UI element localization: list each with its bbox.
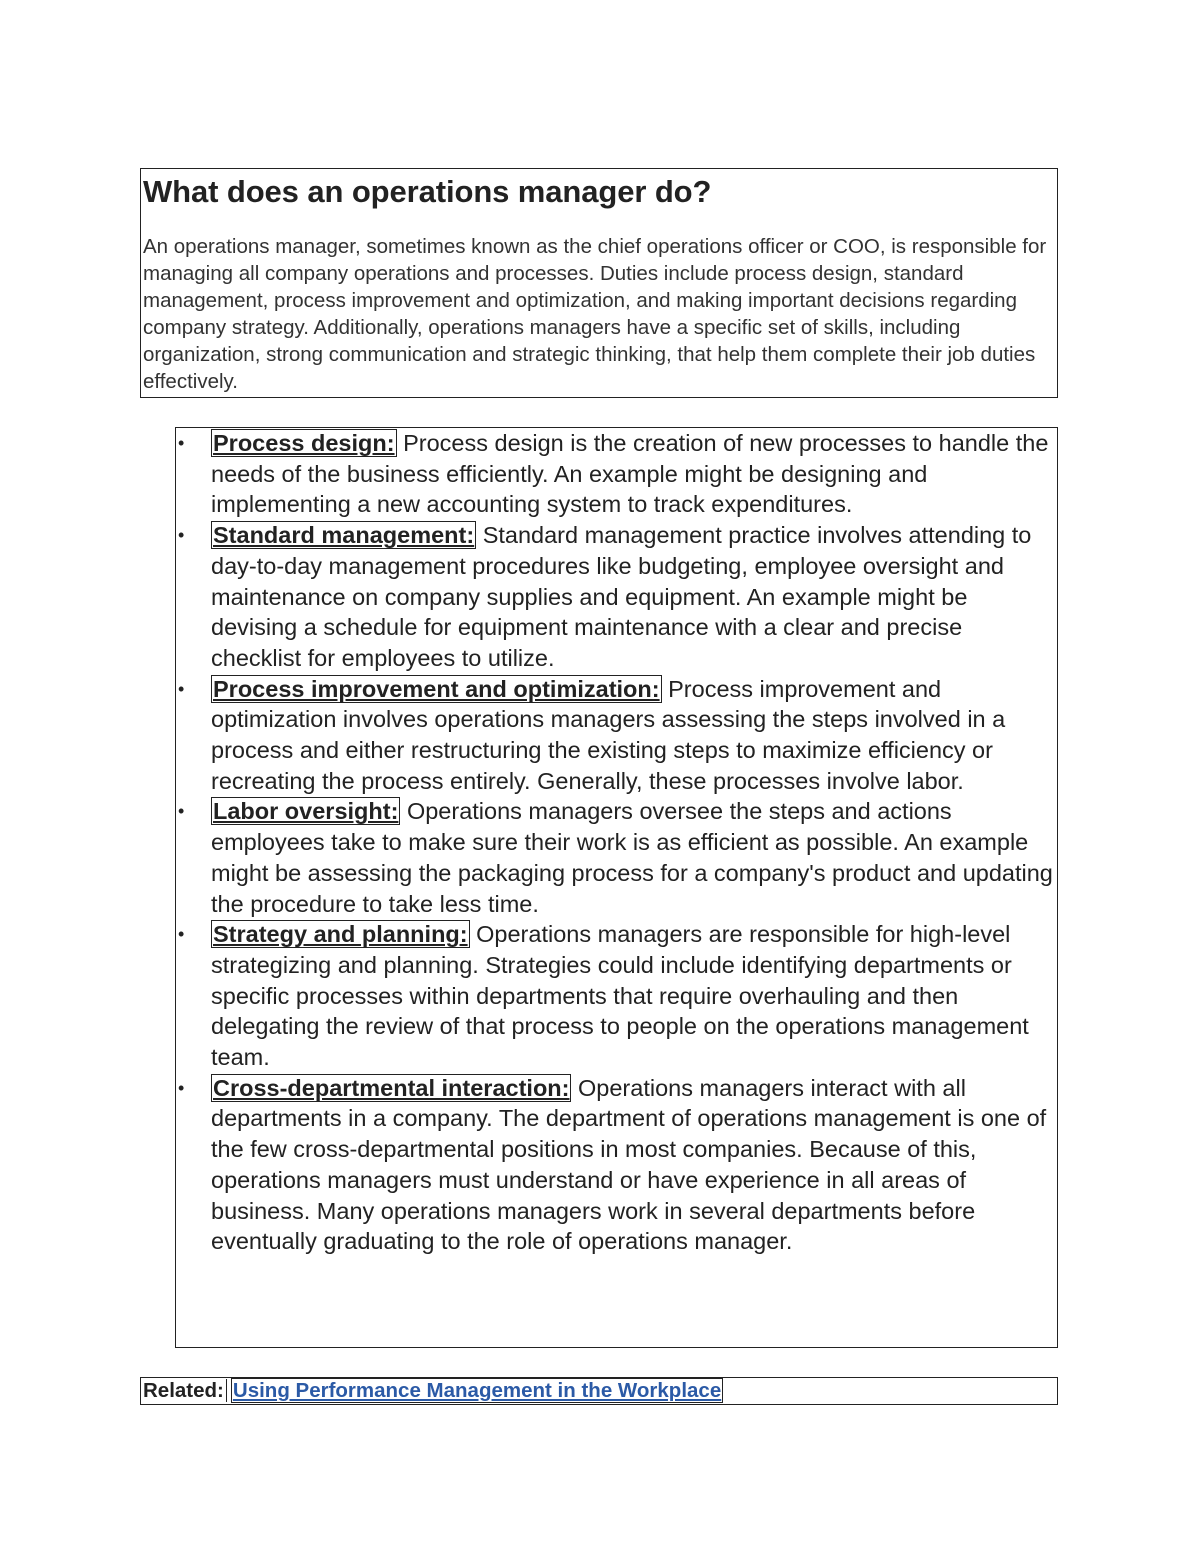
duty-description: Standard management practice involves attending to day-to-day management procedures like budgeting, employee oversight and maintenance on company supplies and equipment. An example might be devising a schedule for equipment maintenance with a clear and precise checklist for employees to utilize. xyxy=(211,522,1032,671)
page-title: What does an operations manager do? xyxy=(143,174,712,209)
duty-term: Standard management: xyxy=(213,522,475,549)
bullet-icon: • xyxy=(178,678,185,699)
duty-term: Cross-departmental interaction: xyxy=(213,1074,570,1101)
duty-term: Process design: xyxy=(213,430,395,456)
bullet-icon: • xyxy=(178,1077,185,1098)
list-item xyxy=(176,428,1057,520)
bullet-icon: • xyxy=(178,801,185,822)
intro-section xyxy=(140,168,1058,398)
bullet-icon: • xyxy=(178,924,185,945)
list-item xyxy=(176,919,1057,1073)
list-item xyxy=(176,520,1057,674)
list-item xyxy=(176,1073,1057,1257)
related-label: Related: xyxy=(141,1379,227,1402)
duty-term: Labor oversight: xyxy=(213,798,399,825)
bullet-icon: • xyxy=(178,525,185,546)
duty-description: Process improvement and optimization involves operations managers assessing the steps involved in a process and either restructuring the existing steps to maximize efficiency or recreating the process entirely. Generally, these processes involve labor. xyxy=(211,675,1006,794)
duties-list xyxy=(176,428,1057,1257)
duty-description: Operations managers oversee the steps and actions employees take to make sure their work is as efficient as possible. An example might be assessing the packaging process for a company's product and updating the procedure to take less time. xyxy=(211,798,1053,917)
duty-description: Operations managers interact with all departments in a company. The department of operations management is one of the few cross-departmental positions in most companies. Because of this, operations managers must understand or have experience in all areas of business. Many operations managers work in several departments before eventually graduating to the role of operations manager. xyxy=(211,1074,1047,1255)
bullet-icon: • xyxy=(178,433,185,453)
duty-description: Process design is the creation of new processes to handle the needs of the business efficiently. An example might be designing and implementing a new accounting system to track expenditures. xyxy=(211,430,1049,518)
duty-term: Process improvement and optimization: xyxy=(213,675,660,702)
duties-list-section xyxy=(175,427,1058,1348)
list-item xyxy=(176,674,1057,797)
intro-paragraph: An operations manager, sometimes known as the chief operations officer or COO, is responsible for managing all company operations and processes. Duties include process design, standard management, process improvement and optimization, and making important decisions regarding company strategy. Additionally, operations managers have a specific set of skills, including organization, strong communication and strategic thinking, that help them complete their job duties effectively. xyxy=(143,235,1047,393)
duty-term: Strategy and planning: xyxy=(213,921,468,948)
related-article-link[interactable]: Using Performance Management in the Workplace xyxy=(232,1379,722,1402)
duty-description: Operations managers are responsible for high-level strategizing and planning. Strategies could include identifying departments or specific processes within departments that require overhauling and then delegating the review of that process to people on the operations management team. xyxy=(211,921,1029,1071)
related-section xyxy=(140,1377,1058,1405)
list-item xyxy=(176,796,1057,919)
